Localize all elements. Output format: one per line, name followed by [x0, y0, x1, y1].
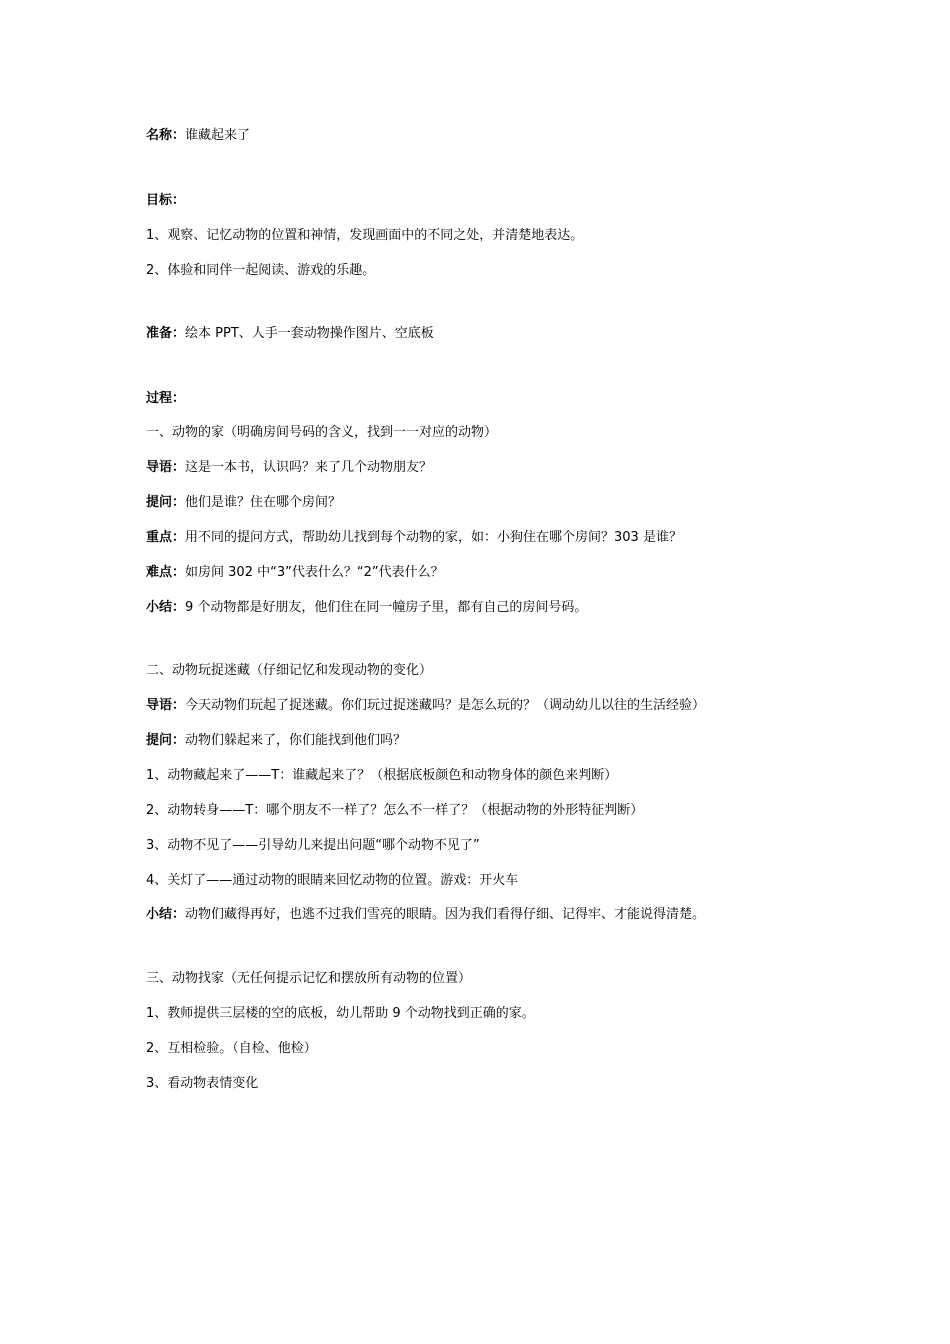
section2-item-3: 3、动物不见了——引导幼儿来提出问题“哪个动物不见了” [146, 838, 480, 853]
section1-guide [146, 459, 432, 477]
key-label: 重点： [146, 530, 186, 545]
name-line [146, 127, 250, 145]
section3-item-2: 2、互相检验。（自检、他检） [146, 1041, 317, 1056]
section2-item-4: 4、关灯了——通过动物的眼睛来回忆动物的位置。游戏：开火车 [146, 873, 519, 888]
guide-text: 这是一本书，认识吗？来了几个动物朋友？ [185, 460, 433, 475]
section2-item-1: 1、动物藏起来了——T：谁藏起来了？（根据底板颜色和动物身体的颜色来判断） [146, 768, 618, 783]
summary-text: 动物们藏得再好，也逃不过我们雪亮的眼睛。因为我们看得仔细、记得牢、才能说得清楚。 [185, 907, 706, 922]
section1-title: 一、动物的家（明确房间号码的含义，找到一一对应的动物） [146, 425, 498, 440]
section3-title: 三、动物找家（无任何提示记忆和摆放所有动物的位置） [146, 971, 472, 986]
section3-item-3: 3、看动物表情变化 [146, 1076, 259, 1091]
guide-label: 导语： [146, 460, 186, 475]
section2-summary [146, 906, 705, 924]
name-text: 谁藏起来了 [185, 128, 251, 143]
section2-guide [146, 697, 705, 715]
prep-text: 绘本 PPT、人手一套动物操作图片、空底板 [185, 326, 434, 341]
section1-key [146, 529, 682, 547]
section1-summary [146, 599, 587, 617]
guide-label: 导语： [146, 698, 186, 713]
goals-heading: 目标： [146, 193, 186, 208]
summary-text: 9 个动物都是好朋友，他们住在同一幢房子里，都有自己的房间号码。 [185, 600, 588, 615]
summary-label: 小结： [146, 600, 186, 615]
difficulty-text: 如房间 302 中“3”代表什么？“2”代表什么？ [185, 565, 444, 580]
prep-label: 准备： [146, 326, 186, 341]
section2-item-2: 2、动物转身——T：哪个朋友不一样了？怎么不一样了？（根据动物的外形特征判断） [146, 803, 644, 818]
key-text: 用不同的提问方式，帮助幼儿找到每个动物的家，如：小狗住在哪个房间？303 是谁？ [185, 530, 682, 545]
section1-question [146, 494, 341, 512]
goal-item-1: 1、观察、记忆动物的位置和神情，发现画面中的不同之处，并清楚地表达。 [146, 228, 584, 243]
section1-difficulty [146, 564, 444, 582]
guide-text: 今天动物们玩起了捉迷藏。你们玩过捉迷藏吗？是怎么玩的？（调动幼儿以往的生活经验） [185, 698, 706, 713]
section2-question [146, 732, 406, 750]
question-label: 提问： [146, 495, 186, 510]
prep-line [146, 325, 434, 343]
question-label: 提问： [146, 733, 186, 748]
question-text: 他们是谁？住在哪个房间？ [185, 495, 342, 510]
section2-title: 二、动物玩捉迷藏（仔细记忆和发现动物的变化） [146, 663, 433, 678]
name-label: 名称： [146, 128, 186, 143]
difficulty-label: 难点： [146, 565, 186, 580]
section3-item-1: 1、教师提供三层楼的空的底板，幼儿帮助 9 个动物找到正确的家。 [146, 1006, 535, 1021]
process-heading: 过程： [146, 391, 186, 406]
goal-item-2: 2、体验和同伴一起阅读、游戏的乐趣。 [146, 263, 376, 278]
summary-label: 小结： [146, 907, 186, 922]
question-text: 动物们躲起来了，你们能找到他们吗？ [185, 733, 407, 748]
